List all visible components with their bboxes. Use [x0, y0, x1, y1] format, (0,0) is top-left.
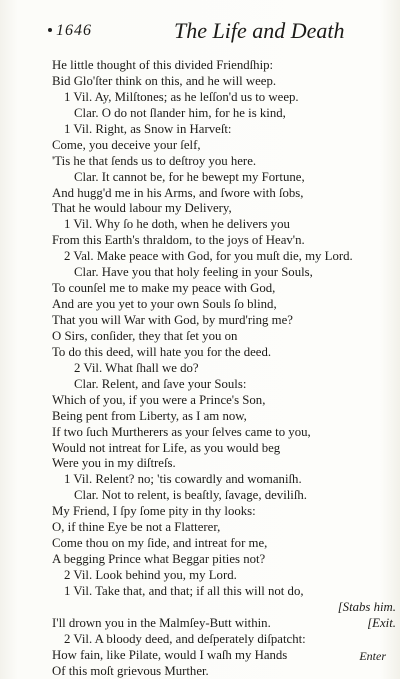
text-line: Would not intreat for Life, as you would beg: [52, 440, 281, 455]
text-line: 2 Vil. A bloody deed, and deſperately diſpatcht:: [64, 631, 306, 646]
text-line: 1 Vil. Ay, Milſtones; as he leſſon'd us to weep.: [64, 89, 299, 104]
text-line: Clar. Have you that holy feeling in your Souls,: [74, 265, 313, 280]
stage-direction-stabs: [52, 600, 396, 616]
text-line: 2 Vil. Look behind you, my Lord.: [64, 568, 237, 582]
catchword: Enter: [359, 649, 386, 663]
text-line: Clar. O do not ſlander him, for he is kind,: [74, 105, 286, 120]
text-line: How fain, like Pilate, would I waſh my Hands: [52, 647, 288, 662]
page-mark: [48, 28, 52, 32]
text-line: 2 Val. Make peace with God, for you muſt die, my Lord.: [64, 249, 353, 264]
running-title: The Life and Death: [174, 18, 345, 43]
text-line: Of this moſt grievous Murther.: [52, 663, 209, 678]
text-line: And are you yet to your own Souls ſo blind,: [52, 297, 277, 312]
text-line: If two ſuch Murtherers as your ſelves came to you,: [52, 424, 311, 439]
page-number: 1646: [56, 22, 92, 39]
text-line: To do this deed, will hate you for the deed.: [52, 344, 272, 359]
page-header: [56, 18, 386, 44]
text-line: 1 Vil. Why ſo he doth, when he delivers you: [64, 217, 290, 232]
text-line: My Friend, I ſpy ſome pity in thy looks:: [52, 504, 256, 519]
text-line: 'Tis he that ſends us to deſtroy you here.: [52, 153, 257, 168]
text-line: Clar. It cannot be, for he bewept my Fortune,: [74, 169, 305, 184]
text-line: To counſel me to make my peace with God,: [52, 281, 276, 296]
text-line: [52, 616, 396, 632]
text-line: Come thou on my ſide, and intreat for me,: [52, 536, 268, 551]
text-line: Clar. Not to relent, is beaſtly, ſavage, deviliſh.: [74, 488, 308, 503]
text-line: O, if thine Eye be not a Flatterer,: [52, 520, 221, 535]
text-line: Which of you, if you were a Prince's Son,: [52, 392, 266, 407]
text-line: Clar. Relent, and ſave your Souls:: [74, 376, 247, 391]
play-text: [52, 58, 396, 679]
text-line: He little thought of this divided Friendſhip:: [52, 58, 274, 72]
text-line: 1 Vil. Right, as Snow in Harveſt:: [64, 121, 232, 136]
text-line: And hugg'd me in his Arms, and ſwore with ſobs,: [52, 185, 304, 200]
text-line: A begging Prince what Beggar pities not?: [52, 552, 266, 567]
text-line: 1 Vil. Relent? no; 'tis cowardly and womaniſh.: [64, 472, 302, 487]
text-span: I'll drown you in the Malmſey-Butt within.: [52, 615, 271, 630]
text-line: 2 Vil. What ſhall we do?: [74, 360, 199, 375]
text-line: Come, you deceive your ſelf,: [52, 137, 201, 152]
text-line: 1 Vil. Take that, and that; if all this will not do,: [64, 583, 304, 598]
stage-direction: [Stabs him.: [337, 599, 396, 614]
text-line: Bid Glo'ſter think on this, and he will weep.: [52, 73, 277, 88]
text-line: From this Earth's thraldom, to the joys of Heav'n.: [52, 233, 305, 248]
text-line: O Sirs, conſider, they that ſet you on: [52, 328, 238, 343]
text-line: Were you in my diſtreſs.: [52, 456, 176, 471]
text-line: That he would labour my Delivery,: [52, 201, 232, 216]
stage-direction-exit: [Exit.: [367, 615, 396, 630]
text-line: Being pent from Liberty, as I am now,: [52, 408, 247, 423]
text-line: That you will War with God, by murd'ring me?: [52, 313, 293, 327]
